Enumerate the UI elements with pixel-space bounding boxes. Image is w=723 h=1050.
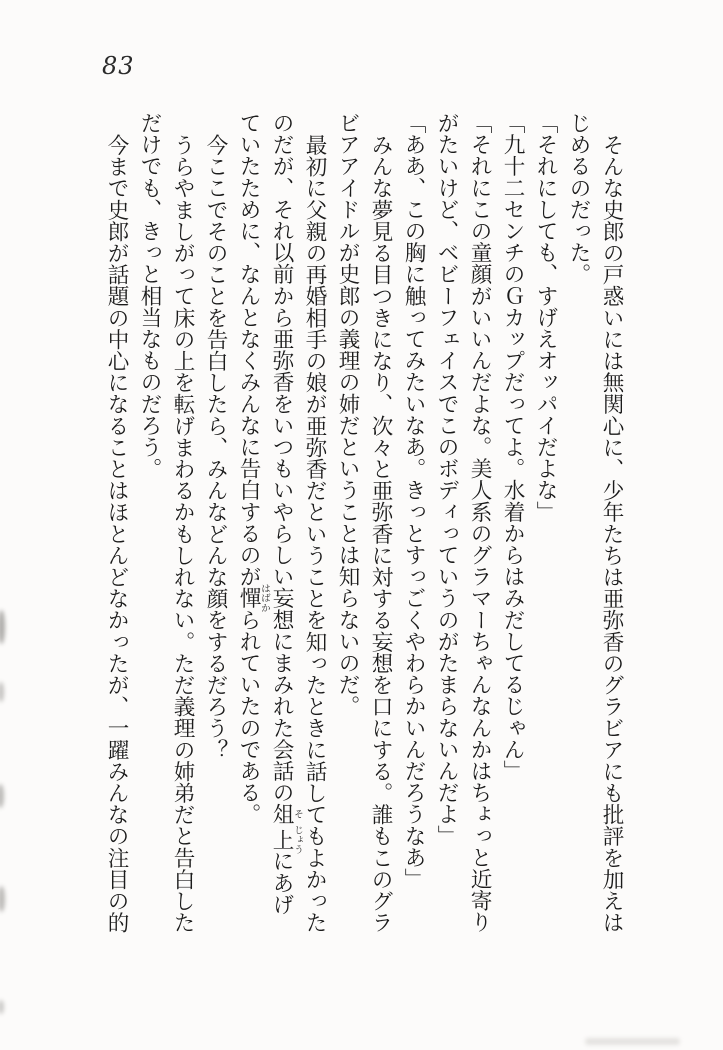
- paragraph: 「それにしても、すげえオッパイだよな」: [533, 112, 558, 523]
- paragraph: 「九十二センチのＧカップだってよ。水着からはみだしてるじゃん」: [500, 112, 525, 782]
- scan-smudge: [0, 610, 5, 644]
- ruby-annotated-word: 俎そ: [269, 803, 303, 825]
- paragraph: 今まで史郎が話題の中心になることはほとんどなかったが、一躍みんなの注目の的: [104, 133, 129, 933]
- page-bleed-mark: [585, 1038, 680, 1045]
- ruby-annotated-word: 憚はばか: [236, 583, 270, 613]
- ruby-annotated-word: 上じょう: [269, 824, 303, 854]
- paragraph: 「ああ、この胸に触ってみたいなあ。きっとすっごくやわらかいんだろうなあ」: [401, 112, 426, 890]
- paragraph: うらやましがって床の上を転げまわるかもしれない。ただ義理の姉弟だと告白しただけでも、きっと相当なものだろう。: [137, 112, 195, 933]
- page-number: 83: [102, 52, 135, 80]
- scan-smudge: [0, 886, 5, 912]
- scan-smudge: [0, 1000, 4, 1014]
- scan-smudge: [0, 784, 4, 808]
- vertical-text-block: [100, 112, 628, 933]
- paragraph: 「それにこの童顔がいいんだよな。美人系のグラマーちゃんなんかはちょっと近寄りがたいけど、ベビーフェイスでこのボディっていうのがたまらないんだよ」: [434, 112, 492, 933]
- scan-smudge: [0, 682, 4, 702]
- paragraph: みんな夢見る目つきになり、次々と亜弥香に対する妄想を口にする。誰もこのグラビアアイドルが史郎の義理の姉だということは知らないのだ。: [335, 112, 393, 933]
- paragraph: 最初に父親の再婚相手の娘が亜弥香だということを知ったときに話してもよかったのだが、それ以前から亜弥香をいつもいやらしい妄想にまみれた会話の俎そ上じょうにあげていたために、なんとなくみんなに告白するのが憚はばかられていたのである。: [236, 112, 327, 933]
- paragraph: そんな史郎の戸惑いには無関心に、少年たちは亜弥香のグラビアにも批評を加えはじめるのだった。: [566, 112, 624, 933]
- paragraph: 今ここでそのことを告白したら、みんなどんな顔をするだろう？: [203, 133, 228, 760]
